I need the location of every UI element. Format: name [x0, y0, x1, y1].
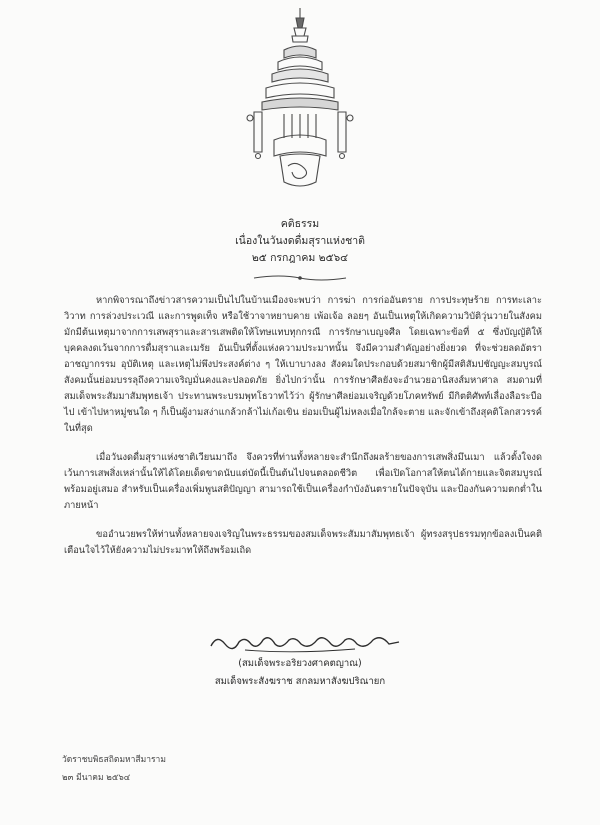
footer-location: วัดราชบพิธสถิตมหาสีมาราม — [62, 755, 166, 765]
page-subtitle: เนื่องในวันงดดื่มสุราแห่งชาติ — [235, 235, 365, 247]
heading-date: ๒๕ กรกฎาคม ๒๕๖๔ — [251, 252, 349, 264]
royal-emblem-icon — [240, 6, 360, 196]
page-title: คติธรรม — [280, 218, 320, 230]
divider-ornament-icon — [250, 272, 350, 284]
handwritten-signature — [205, 628, 405, 656]
body-paragraph: เมื่อวันงดดื่มสุราแห่งชาติเวียนมาถึง จึงควรที่ท่านทั้งหลายจะสำนึกถึงผลร้ายของการเสพสิ่งมึนเมา แล้วตั้งใจงดเว้นการเสพสิ่งเหล่านั้นให้ได้โดยเด็ดขาดนับแต่บัดนี้เป็นต้นไปจนตลอดชีวิต เพื่อเปิดโอกาสให้ตนได้กายและจิตสมบูรณ์พร้อมอยู่เสมอ สำหรับเป็นเครื่องเพิ่มพูนสติปัญญา สามารถใช้เป็นเครื่องกำบังอันตรายในปัจจุบัน และป้องกันความตกต่ำในภายหน้า — [64, 452, 542, 511]
signatory-name: (สมเด็จพระอริยวงศาคตญาณ) — [238, 658, 362, 669]
body-paragraph: ขออำนวยพรให้ท่านทั้งหลายจงเจริญในพระธรรมของสมเด็จพระสัมมาสัมพุทธเจ้า ผู้ทรงสรุปธรรมทุกข้อลงเป็นคติเตือนใจไว้ให้ยังความไม่ประมาทให้ถึงพร้อมเถิด — [64, 529, 542, 556]
signatory-block — [0, 655, 600, 691]
body-paragraph: หากพิจารณาถึงข่าวสารความเป็นไปในบ้านเมืองจะพบว่า การฆ่า การก่ออันตราย การประทุษร้าย การทะเลาะวิวาท การล่วงประเวณี และการพูดเท็จ หรือใช้วาจาหยาบคาย เพ้อเจ้อ ลอยๆ อันเป็นเหตุให้เกิดความวิบัติวุ่นวายในสังคม มักมีต้นเหตุมาจากการเสพสุราและสารเสพติดให้โทษแทบทุกกรณี การรักษาเบญจศีล โดยเฉพาะข้อที่ ๕ ซึ่งบัญญัติให้บุคคลงดเว้นจากการดื่มสุราและเมรัย อันเป็นที่ตั้งแห่งความประมาทนั้น จึงมีความสำคัญอย่างยิ่งยวด ที่จะช่วยลดอัตราอาชญากรรม อุบัติเหตุ และเหตุไม่พึงประสงค์ต่าง ๆ ให้เบาบางลง สังคมใดประกอบด้วยสมาชิกผู้มีสติสัมปชัญญะสมบูรณ์ สังคมนั้นย่อมบรรลุถึงความเจริญมั่นคงและปลอดภัย ยิ่งไปกว่านั้น การรักษาศีลยังจะอำนวยอานิสงส์มหาศาล สมดามที่สมเด็จพระสัมมาสัมพุทธเจ้า ประทานพระบรมพุทโธวาทไว้ว่า ผู้รักษาศีลย่อมเจริญด้วยโภคทรัพย์ มีกิตติศัพท์เลื่องลือระบือไป เข้าไปหาหมู่ชนใด ๆ ก็เป็นผู้งามสง่าแกล้วกล้าไม่เก้อเขิน ย่อมเป็นผู้ไม่หลงเมื่อใกล้จะตาย และจักเข้าถึงสุคติโลกสวรรค์ในที่สุด — [64, 295, 542, 434]
heading-block — [0, 216, 600, 267]
footer-date: ๒๓ มีนาคม ๒๕๖๔ — [62, 773, 131, 783]
letter-body — [64, 293, 542, 572]
footer-block — [62, 751, 166, 787]
signatory-title: สมเด็จพระสังฆราช สกลมหาสังฆปริณายก — [214, 676, 386, 687]
